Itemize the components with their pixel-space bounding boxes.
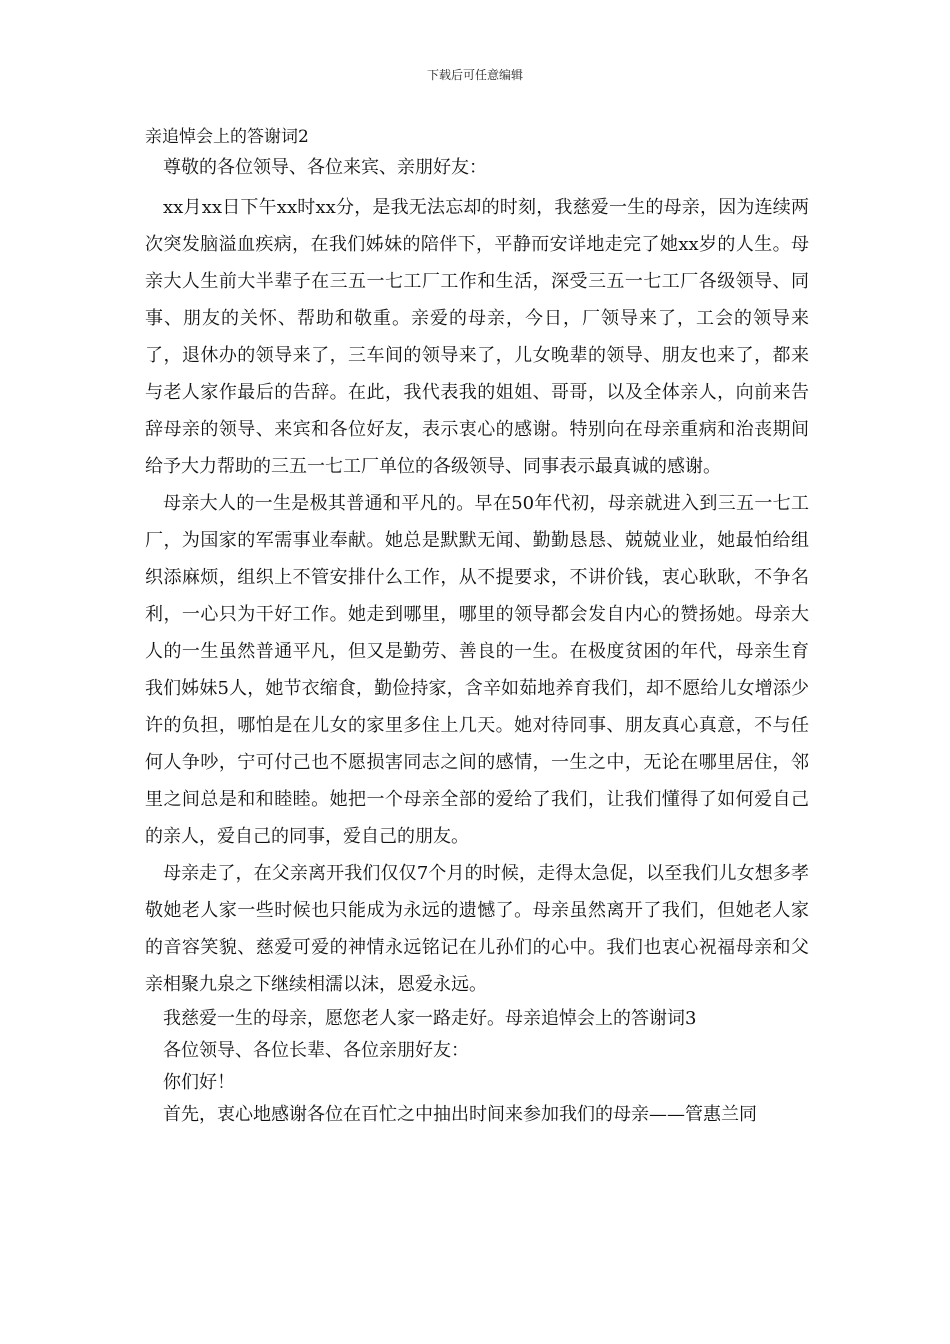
- paragraph-2: 母亲大人的一生是极其普通和平凡的。早在50年代初，母亲就进入到三五一七工厂，为国家的军需事业奉献。她总是默默无闻、勤勤恳恳、兢兢业业，她最怕给组织添麻烦，组织上不管安排什么工作，从不提要求，不讲价钱，衷心耿耿，不争名利，一心只为干好工作。她走到哪里，哪里的领导都会发自内心的赞扬她。母亲大人的一生虽然普通平凡，但又是勤劳、善良的一生。在极度贫困的年代，母亲生育我们姊妹5人，她节衣缩食，勤俭持家，含辛如茹地养育我们，却不愿给儿女增添少许的负担，哪怕是在儿女的家里多住上几天。她对待同事、朋友真心真意，不与任何人争吵，宁可付己也不愿损害同志之间的感情，一生之中，无论在哪里居住，邻里之间总是和和睦睦。她把一个母亲全部的爱给了我们，让我们懂得了如何爱自己的亲人，爱自己的同事，爱自己的朋友。: [145, 493, 809, 847]
- paragraph-4: 我慈爱一生的母亲，愿您老人家一路走好。母亲追悼会上的答谢词3: [163, 1008, 697, 1029]
- document-title: 亲追悼会上的答谢词2: [145, 127, 309, 147]
- paragraph-5: 首先，衷心地感谢各位在百忙之中抽出时间来参加我们的母亲——管惠兰同: [163, 1104, 757, 1125]
- document-body: [145, 125, 809, 1131]
- paragraph-salutation: 尊敬的各位领导、各位来宾、亲朋好友：: [163, 157, 487, 178]
- paragraph-3: 母亲走了，在父亲离开我们仅仅7个月的时候，走得太急促，以至我们儿女想多孝敬她老人家一些时候也只能成为永远的遗憾了。母亲虽然离开了我们，但她老人家的音容笑貌、慈爱可爱的神情永远铭记在儿孙们的心中。我们也衷心祝福母亲和父亲相聚九泉之下继续相濡以沫，恩爱永远。: [145, 863, 809, 995]
- page-header-note: 下载后可任意编辑: [426, 68, 523, 82]
- paragraph-1: xx月xx日下午xx时xx分，是我无法忘却的时刻，我慈爱一生的母亲，因为连续两次突发脑溢血疾病，在我们姊妹的陪伴下，平静而安详地走完了她xx岁的人生。母亲大人生前大半辈子在三五一七工厂工作和生活，深受三五一七工厂各级领导、同事、朋友的关怀、帮助和敬重。亲爱的母亲，今日，厂领导来了，工会的领导来了，退休办的领导来了，三车间的领导来了，儿女晚辈的领导、朋友也来了，都来与老人家作最后的告辞。在此，我代表我的姐姐、哥哥，以及全体亲人，向前来告辞母亲的领导、来宾和各位好友，表示衷心的感谢。特别向在母亲重病和治丧期间给予大力帮助的三五一七工厂单位的各级领导、同事表示最真诚的感谢。: [145, 197, 809, 477]
- paragraph-salutation-2: 各位领导、各位长辈、各位亲朋好友：: [163, 1040, 469, 1061]
- paragraph-greeting: 你们好！: [163, 1072, 235, 1093]
